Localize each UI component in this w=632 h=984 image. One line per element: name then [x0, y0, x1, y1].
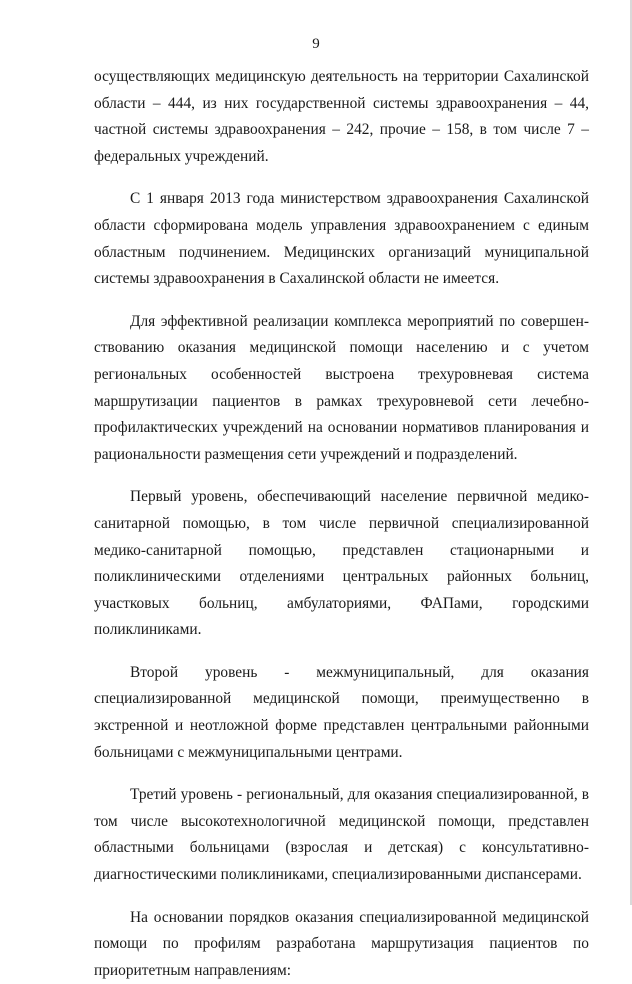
paragraph-first-level: Первый уровень, обеспечивающий население первичной медико-санитарной помощью, в том числе первичной специализированной медико-санитарной помощью, представлен стационарными и поликлиническими отделениями центральных районных больниц, участковых больниц, амбулаториями, ФАПами, городскими поликлиниками.: [94, 488, 589, 639]
page-number: 9: [312, 36, 320, 52]
paragraph-third-level: Третий уровень - региональный, для оказания специализированной, в том числе высокотехнологичной медицинской помощи, представлен областными больницами (взрослая и детская) с консультативно-диагностическими поликлиниками, специализированными диспансерами.: [94, 786, 589, 884]
paragraph-routing-basis: На основании порядков оказания специализированной медицинской помощи по профилям разработана маршрутизация пациентов по приоритетным направлениям:: [94, 908, 589, 979]
paragraph-second-level: Второй уровень - межмуниципальный, для оказания специализированной медицинской помощи, преимущественно в экстренной и неотложной форме представлен центральными районными больницами с межмуниципальными центрами.: [94, 663, 589, 761]
document-body: [94, 64, 589, 984]
paragraph-routing-system: Для эффективной реализации комплекса мероприятий по совершенствованию оказания медицинской помощи населению и с учетом региональных особенностей выстроена трехуровневая система маршрутизации пациентов в рамках трехуровневой сети лечебно-профилактических учреждений на основании нормативов планирования и рациональности размещения сети учреждений и подразделений.: [94, 312, 589, 463]
paragraph-health-model: С 1 января 2013 года министерством здравоохранения Сахалинской области сформирована модель управления здравоохранением с единым областным подчинением. Медицинских организаций муниципальной системы здравоохранения в Сахалинской области не имеется.: [94, 190, 589, 288]
paragraph-continuation: осуществляющих медицинскую деятельность на территории Сахалинской области – 444, из них государственной системы здравоохранения – 44, частной системы здравоохранения – 242, прочие – 158, в том числе 7 – федеральных учреждений.: [94, 68, 589, 165]
